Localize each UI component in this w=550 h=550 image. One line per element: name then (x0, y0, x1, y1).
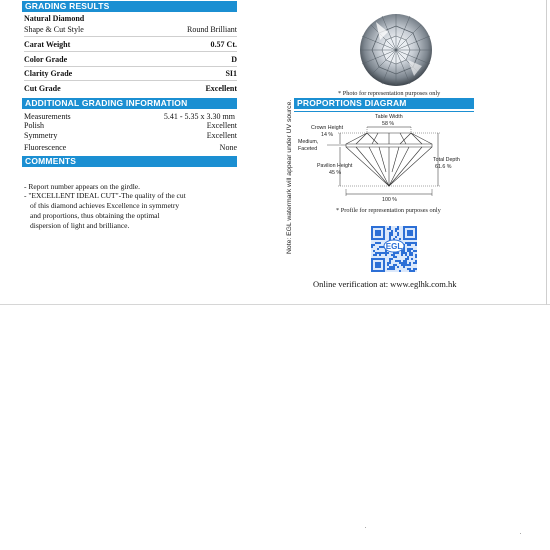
comments-header: COMMENTS (22, 156, 237, 167)
comment-line: of this diamond achieves Excellence in symmetry (30, 201, 180, 210)
diameter-value: 100 % (382, 197, 398, 203)
clarity-label: Clarity Grade (24, 69, 73, 78)
comment-line: - Report number appears on the girdle. (24, 182, 141, 191)
comment-line: and proportions, thus obtaining the optimal (30, 211, 160, 220)
sheet-right-edge (546, 0, 547, 305)
crown-height-value: 14 % (321, 132, 334, 138)
speck (520, 533, 521, 534)
divider (24, 51, 237, 52)
proportions-diagram (294, 112, 474, 208)
total-depth-label: Total Depth (433, 157, 460, 163)
shape-label: Shape & Cut Style (24, 25, 84, 34)
color-value: D (231, 55, 237, 64)
cut-value: Excellent (205, 84, 237, 93)
color-label: Color Grade (24, 55, 68, 64)
measurements-value: 5.41 - 5.35 x 3.30 mm (163, 112, 235, 121)
speck (365, 527, 366, 528)
divider (24, 80, 237, 81)
grading-results-header: GRADING RESULTS (22, 1, 237, 12)
divider (24, 66, 237, 67)
certificate-sheet: GRADING RESULTS Natural Diamond Shape & Cut Style Round Brilliant Carat Weight 0.57 Ct. Color Grade D Clarity Grade SI1 Cut Grade Excellent ADDITIONAL GRADING INFORMATION Measurements 5.41 - 5.35 x 3.30 mm Polish Excellent Symmetry Excellent Fluorescence None COMMENTS - Report number appears on the girdle. - "EXCELLENT IDEAL CUT"-The quality of the cut of this diamond achieves Excellence in symmetry and proportions, thus obtaining the optimal dispersion of light and brilliance. Note: EGL watermark will appear under UV source. * Photo for representation purposes only PROPORTIONS DIAGRAM Table Width 58 % Crown Height 14 % Medium, Faceted Pavilion Height 45 % Total Depth 61.6 % 100 % * Profile for representation purposes only EGL Online verification at: www.eglhk.com.hk (0, 0, 550, 305)
sheet-bottom-edge (0, 304, 550, 305)
profile-note: * Profile for representation purposes only (336, 207, 441, 214)
clarity-value: SI1 (225, 69, 237, 78)
carat-label: Carat Weight (24, 40, 71, 49)
comment-line: - "EXCELLENT IDEAL CUT"-The quality of the cut (24, 191, 186, 200)
table-width-label: Table Width (375, 114, 403, 120)
pavilion-height-value: 45 % (329, 170, 342, 176)
uv-watermark-note: Note: EGL watermark will appear under UV source. (286, 99, 293, 254)
measurements-label: Measurements (24, 112, 71, 121)
fluorescence-label: Fluorescence (24, 143, 67, 152)
diamond-photo (356, 10, 436, 90)
symmetry-label: Symmetry (24, 131, 58, 140)
online-verification: Online verification at: www.eglhk.com.hk (313, 279, 457, 289)
crown-height-label: Crown Height (311, 125, 344, 131)
girdle-label-1: Medium, (298, 139, 319, 145)
proportions-header: PROPORTIONS DIAGRAM (294, 98, 474, 109)
total-depth-value: 61.6 % (435, 164, 452, 170)
comment-line: dispersion of light and brilliance. (30, 221, 130, 230)
photo-note: * Photo for representation purposes only (338, 90, 441, 97)
egl-logo-text: EGL (385, 242, 403, 251)
polish-label: Polish (24, 121, 45, 130)
qr-code (371, 226, 417, 272)
cut-label: Cut Grade (24, 84, 61, 93)
additional-info-header: ADDITIONAL GRADING INFORMATION (22, 98, 237, 109)
carat-value: 0.57 Ct. (210, 40, 237, 49)
diamond-profile (346, 133, 432, 186)
polish-value: Excellent (206, 121, 237, 130)
shape-value: Round Brilliant (187, 25, 237, 34)
fluorescence-value: None (219, 143, 237, 152)
table-width-value: 58 % (382, 121, 395, 127)
divider (24, 36, 237, 37)
pavilion-height-label: Pavilion Height (317, 163, 353, 169)
symmetry-value: Excellent (206, 131, 237, 140)
girdle-label-2: Faceted (298, 146, 318, 152)
